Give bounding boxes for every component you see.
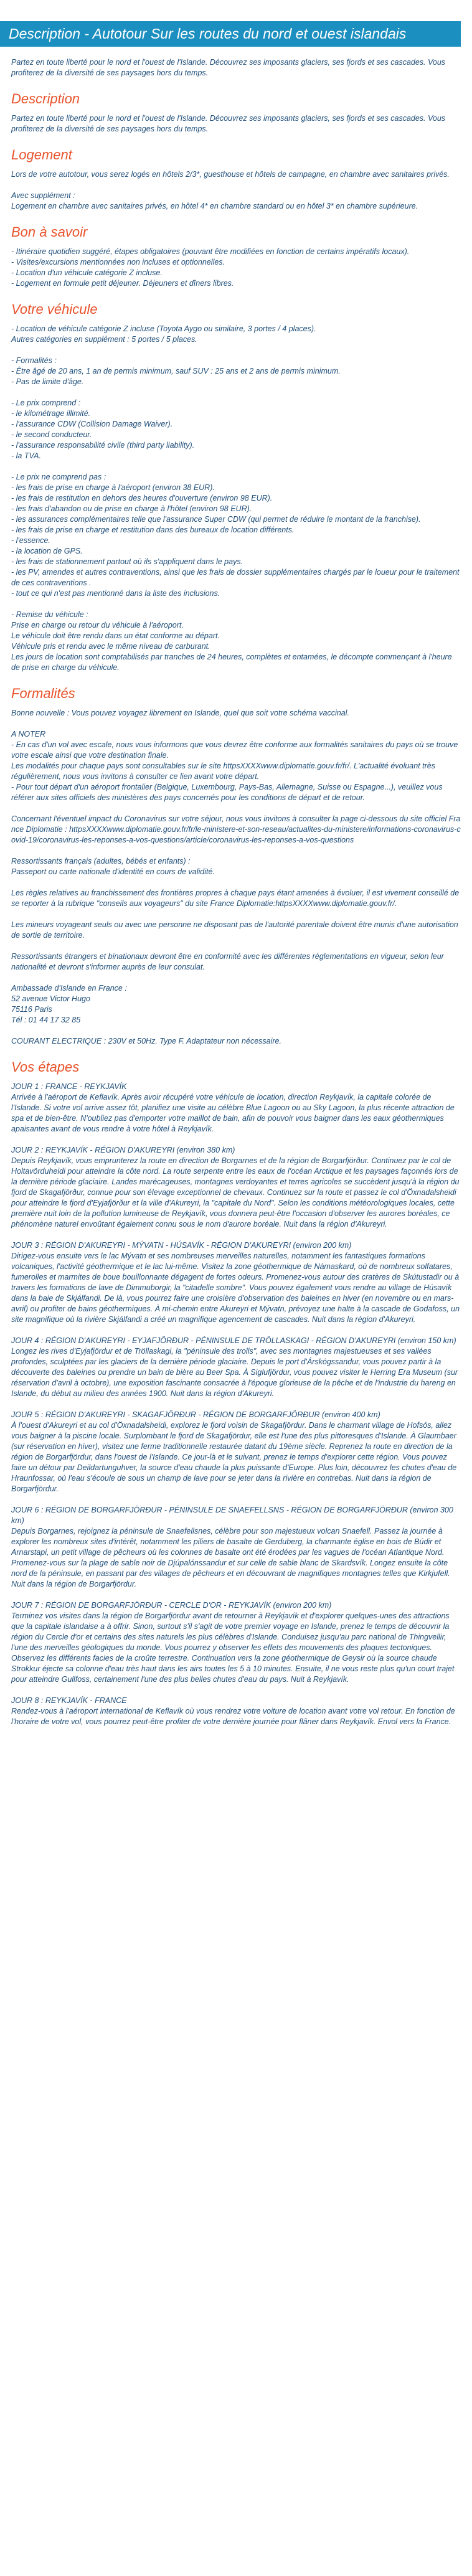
formalites-heading: Formalités (11, 686, 75, 701)
list-item: 75116 Paris (11, 1005, 52, 1014)
list-item: - Remise du véhicule : (11, 610, 88, 619)
vehicule-prix-comprend (11, 398, 461, 461)
description-text: Partez en toute liberté pour le nord et l'ouest de l'Islande. Découvrez ses imposants glaciers, ses fjords et ses cascades. Vous profiterez de la diversité de ses paysages hors du temps. (11, 114, 446, 133)
list-item: 52 avenue Victor Hugo (11, 994, 90, 1003)
list-item: A NOTER (11, 730, 46, 738)
list-item: - l'assurance CDW (Collision Damage Waiver). (11, 420, 173, 428)
day-description: Depuis Reykjavík, vous emprunterez la route en direction de Borgarnes et de la région de Borgarfjörður. Continuez par le col de Holtavörduheidi pour atteindre la côte nord. La route serpente entre les eaux de l'océan Arctique et les paysages façonnés lors de la dernière période glaciaire. Landes marécageuses, montagnes verdoyantes et terres agricoles se succèdent jusqu'à la région du fjord de Skagafjörður, connue pour son élevage exceptionnel de chevaux. Continuez sur la route et passez le col d'Öxnadalsheidi pour atteindre le fjord d'Eyjafjörður et la ville d'Akureyri, la "capitale du Nord". Selon les conditions météorologiques locales, cette première nuit loin de la pollution lumineuse de Reykjavík, vous donnera peut-être l'occasion d'observer les aurores boréales, ce phénomène naturel envoûtant également connu sous le nom d'aurore boréale. Nuit dans la région d'Akureyri. (11, 1156, 460, 1229)
list-item: - les frais d'abandon ou de prise en charge à l'hôtel (environ 98 EUR). (11, 504, 252, 513)
vehicule-heading: Votre véhicule (11, 301, 98, 317)
day-description: Depuis Borgarnes, rejoignez la péninsule de Snaefellsnes, célèbre pour son majestueux volcan Snaefell. Passez la journée à explorer les nombreux sites d'intérêt, notamment les piliers de basalte de Gerduberg, la charmante église en bois de Búdir et Arnarstapi, un petit village de pêcheurs où les colonnes de basalte ont été érodées par les vagues de l'océan Atlantique Nord. Promenez-vous sur la plage de sable noir de Djúpalónssandur et sur celle de sable blanc de Skardsvík. Longez ensuite la côte nord de la péninsule, en passant par des villages de pêcheurs et en découvrant de magnifiques montagnes telles que Kirkjufell. Nuit dans la région de Borgarfjördur. (11, 1527, 450, 1588)
day-block (11, 1696, 461, 1727)
list-item: - Le prix comprend : (11, 399, 81, 407)
logement-supplement-text: Logement en chambre avec sanitaires privés, en hôtel 4* en chambre standard ou en hôtel 3* en chambre supérieure. (11, 202, 418, 210)
list-item: - Itinéraire quotidien suggéré, étapes obligatoires (pouvant être modifiées en fonction de certains impératifs locaux). (11, 247, 410, 256)
list-item: Les jours de location sont comptabilisés par tranches de 24 heures, complètes et entamées, le décompte commençant à l'heure de prise en charge du véhicule. (11, 653, 452, 672)
etapes-heading: Vos étapes (11, 1059, 80, 1075)
day-block (11, 1082, 461, 1135)
formalites-coronavirus: Concernant l'éventuel impact du Coronavirus sur votre séjour, nous vous invitons à consulter la page ci-dessous du site officiel France Diplomatie : httpsXXXXwww.diplomatie.gouv.fr/fr/le-ministere-et-son-reseau/actualites-du-ministere/informations-coronavirus-covid-19/coronavirus-les-reponses-a-vos-questions/article/coronavirus-les-reponses-a-vos-questions (11, 814, 461, 844)
formalites-mineurs: Les mineurs voyageant seuls ou avec une personne ne disposant pas de l'autorité parentale doivent être munis d'une autorisation de sortie de territoire. (11, 920, 458, 940)
list-item: - Être âgé de 20 ans, 1 an de permis minimum, sauf SUV : 25 ans et 2 ans de permis minimum. (11, 367, 341, 375)
formalites-courant: COURANT ELECTRIQUE : 230V et 50Hz. Type F. Adaptateur non nécessaire. (11, 1037, 281, 1045)
list-item: - les frais de prise en charge à l'aéroport (environ 38 EUR). (11, 483, 215, 492)
list-item: - Visites/excursions mentionnées non incluses et optionnelles. (11, 258, 225, 267)
list-item: Passeport ou carte nationale d'identité en cours de validité. (11, 867, 215, 876)
list-item: Prise en charge ou retour du véhicule à l'aéroport. (11, 621, 184, 630)
bon-a-savoir-heading: Bon à savoir (11, 224, 88, 240)
list-item: Ressortissants français (adultes, bébés et enfants) : (11, 857, 191, 866)
formalites-ambassade (11, 983, 461, 1026)
day-description: Rendez-vous à l'aéroport international de Keflavík où vous rendrez votre voiture de location avant votre vol retour. En fonction de l'horaire de votre vol, vous pourrez peut-être profiter de votre dernière journée pour flâner dans Reykjavík. Envol vers la France. (11, 1707, 455, 1726)
vehicule-prix-ne-comprend-pas (11, 472, 461, 599)
list-item: Ambassade d'Islande en France : (11, 984, 127, 993)
formalites-regles: Les règles relatives au franchissement des frontières propres à chaque pays étant amenées à évoluer, il est vivement conseillé de se reporter à la rubrique "conseils aux voyageurs" du site France Diplomatie:httpsXXXXwww.diplomatie.gouv.fr/. (11, 889, 460, 908)
vehicule-formalites (11, 356, 461, 387)
list-item: Le véhicule doit être rendu dans un état conforme au départ. (11, 631, 220, 640)
day-title: JOUR 5 : RÉGION D'AKUREYRI - SKAGAFJÖRÐUR - RÉGION DE BORGARFJÖRÐUR (environ 400 km) (11, 1410, 380, 1419)
vehicule-remise (11, 610, 461, 673)
day-title: JOUR 8 : REYKJAVÍK - FRANCE (11, 1696, 127, 1705)
list-item: - tout ce qui n'est pas mentionné dans la liste des inclusions. (11, 589, 220, 598)
day-block (11, 1240, 461, 1325)
day-block (11, 1145, 461, 1230)
list-item: - Pour tout départ d'un aéroport frontalier (Belgique, Luxembourg, Pays-Bas, Allemagne, Suisse ou Espagne...), veuillez vous référer aux sites officiels des ministères des pays concernés pour les conditions de départ et de retour. (11, 783, 443, 802)
list-item: - le second conducteur. (11, 430, 92, 439)
vehicule-category (11, 324, 461, 345)
day-description: À l'ouest d'Akureyri et au col d'Öxnadalsheidi, explorez le fjord voisin de Skagafjördur. Dans le charmant village de Hofsós, allez vous baigner à la piscine locale. Surplombant le fjord de Skagafjördur, elle est l'une des plus pittoresques d'Islande. À Glaumbaer (sur réservation en hiver), visitez une ferme traditionnelle restaurée datant du 19ème siècle. Reprenez la route en direction de la région de Borgarfjördur, dans l'ouest de l'Islande. Ce jour-là et le suivant, prenez le temps d'explorer cette région. Vous pouvez faire un détour par Deildartunguhver, la source d'eau chaude la plus puissante d'Europe. Plus loin, découvrez les chutes d'eau de Hraunfossar, où l'eau s'écoule de sous un champ de lave pour se jeter dans la rivière en contrebas. Nuit dans la région de Borgarfjördur. (11, 1421, 457, 1493)
day-block (11, 1600, 461, 1685)
list-item: - Formalités : (11, 356, 57, 365)
intro-text: Partez en toute liberté pour le nord et l'ouest de l'Islande. Découvrez ses imposants glaciers, ses fjords et ses cascades. Vous profiterez de la diversité de ses paysages hors du temps. (11, 58, 446, 77)
page-title-banner: Description - Autotour Sur les routes du nord et ouest islandais (0, 21, 461, 47)
formalites-a-noter (11, 729, 461, 803)
logement-supplement-label: Avec supplément : (11, 191, 75, 200)
logement-supplement (11, 191, 461, 212)
logement-text: Lors de votre autotour, vous serez logés en hôtels 2/3*, guesthouse et hôtels de campagne, en chambre avec sanitaires privés. (11, 170, 450, 179)
formalites-ressortissants (11, 856, 461, 877)
day-title: JOUR 2 : REYKJAVÍK - RÉGION D'AKUREYRI (environ 380 km) (11, 1146, 235, 1154)
day-description: Terminez vos visites dans la région de Borgarfjördur avant de retourner à Reykjavík et d'explorer quelques-unes des attractions que la capitale islandaise a à offrir. Sinon, surtout s'il s'agit de votre premier voyage en Islande, prenez le temps de découvrir la région du Cercle d'or et certains des sites naturels les plus célèbres d'Islande. Conduisez jusqu'au parc national de Thingvellir, l'une des merveilles géologiques du monde. Vous pourrez y observer les effets des mouvements des plaques tectoniques. Observez les différents facies de la croûte terrestre. Continuation vers la zone géothermique de Geysir où la source chaude Strokkur éjecte sa colonne d'eau très haut dans les airs toutes les 5 à 10 minutes. Ensuite, il ne vous reste plus qu'un court trajet pour atteindre Gullfoss, certainement l'une des plus belles chutes d'eau du pays. Nuit à Reykjavík. (11, 1611, 455, 1684)
logement-heading: Logement (11, 147, 72, 163)
day-title: JOUR 7 : RÉGION DE BORGARFJÖRÐUR - CERCLE D'OR - REYKJAVÍK (environ 200 km) (11, 1601, 332, 1610)
description-heading: Description (11, 91, 80, 106)
formalites-vaccination: Bonne nouvelle : Vous pouvez voyagez librement en Islande, quel que soit votre schéma vaccinal. (11, 709, 349, 717)
list-item: - la location de GPS. (11, 547, 83, 555)
list-item: Les modalités pour chaque pays sont consultables sur le site httpsXXXXwww.diplomatie.gouv.fr/fr/. L'actualité évoluant très régulièrement, nous vous invitons à consulter ce lien avant votre départ. (11, 762, 435, 781)
day-block (11, 1410, 461, 1494)
list-item: - l'essence. (11, 536, 50, 545)
day-block (11, 1336, 461, 1399)
list-item: Autres catégories en supplément : 5 portes / 5 places. (11, 335, 197, 344)
day-block (11, 1505, 461, 1590)
list-item: - Le prix ne comprend pas : (11, 473, 106, 481)
list-item: - Logement en formule petit déjeuner. Déjeuners et dîners libres. (11, 279, 234, 288)
list-item: - En cas d'un vol avec escale, nous vous informons que vous devrez être conforme aux formalités sanitaires du pays où se trouve votre escale ainsi que votre destination finale. (11, 740, 458, 760)
list-item: - les frais de restitution en dehors des heures d'ouverture (environ 98 EUR). (11, 494, 273, 502)
list-item: - Location d'un véhicule catégorie Z incluse. (11, 268, 163, 277)
bon-a-savoir-list (11, 247, 461, 289)
list-item: Tél : 01 44 17 32 85 (11, 1016, 81, 1024)
list-item: - Location de véhicule catégorie Z incluse (Toyota Aygo ou similaire, 3 portes / 4 places). (11, 324, 316, 333)
list-item: - la TVA. (11, 451, 41, 460)
list-item: - les frais de prise en charge et restitution dans des bureaux de location différents. (11, 526, 295, 534)
day-description: Longez les rives d'Eyjafjördur et de Tröllaskagi, la "péninsule des trolls", avec ses montagnes majestueuses et ses vallées profondes, sculptées par les glaciers de la dernière période glaciaire. Depuis le port d'Árskógssandur, vous pouvez partir à la découverte des baleines ou prendre un bain de bière au Beer Spa. À Siglufjördur, vous pouvez visiter le Herring Era Museum (sur réservation d'avril à octobre), une exposition fascinante consacrée à l'époque glorieuse de la pêche et de l'industrie du hareng en Islande, du début au milieu des années 1900. Nuit dans la région d'Akureyri. (11, 1347, 458, 1398)
day-description: Dirigez-vous ensuite vers le lac Mývatn et ses nombreuses merveilles naturelles, notamment les fantastiques formations volcaniques, l'activité géothermique et le lac lui-même. Visitez la zone géothermique de Námaskard, où de nombreux solfatares, fumerolles et marmites de boue bouillonnante dégagent de fortes odeurs. Promenez-vous autour des cratères de Skútustadir ou à travers les formations de lave de Dimmuborgir, la "citadelle sombre". Vous pouvez également vous rendre au village de Húsavík dans la baie de Skjálfandi. De là, vous pourrez faire une croisière d'observation des baleines en hiver (en novembre ou en mars-avril) ou profiter de bains géothermiques. À mi-chemin entre Akureyri et Mývatn, prévoyez une halte à la cascade de Godafoss, un site magnifique où la rivière Skjálfandi a créé un magnifique agencement de cascades. Nuit dans la région d'Akureyri. (11, 1252, 460, 1324)
formalites-etrangers: Ressortissants étrangers et binationaux devront être en conformité avec les différentes réglementations en vigueur, selon leur nationalité et devront s'informer auprès de leur consulat. (11, 952, 444, 971)
list-item: - le kilométrage illimité. (11, 409, 91, 418)
list-item: - Pas de limite d'âge. (11, 377, 84, 386)
day-title: JOUR 4 : RÉGION D'AKUREYRI - EYJAFJÖRÐUR - PÉNINSULE DE TRÖLLASKAGI - RÉGION D'AKUREYRI (environ 150 km) (11, 1336, 456, 1345)
day-title: JOUR 1 : FRANCE - REYKJAVÍK (11, 1082, 127, 1091)
list-item: - les assurances complémentaires telle que l'assurance Super CDW (qui permet de réduire le montant de la franchise). (11, 515, 421, 524)
list-item: Véhicule pris et rendu avec le même niveau de carburant. (11, 642, 210, 651)
page (0, 21, 472, 1752)
day-title: JOUR 6 : RÉGION DE BORGARFJÖRÐUR - PÉNINSULE DE SNAEFELLSNS - RÉGION DE BORGARFJÖRÐUR (environ 300 km) (11, 1506, 453, 1525)
list-item: - les PV, amendes et autres contraventions, ainsi que les frais de dossier supplémentaires chargés par le loueur pour le traitement de ces contraventions . (11, 568, 460, 587)
day-title: JOUR 3 : RÉGION D'AKUREYRI - MÝVATN - HÚSAVÍK - RÉGION D'AKUREYRI (environ 200 km) (11, 1241, 352, 1250)
list-item: - l'assurance responsabilité civile (third party liability). (11, 441, 195, 450)
day-description: Arrivée à l'aéroport de Keflavík. Après avoir récupéré votre véhicule de location, direction Reykjavík, la capitale colorée de l'Islande. Si votre vol arrive assez tôt, planifiez une visite au célèbre Blue Lagoon ou au Sky Lagoon, la plus récente attraction de spa et de bien-être. N'oubliez pas d'emporter votre maillot de bain, afin de pouvoir vous baigner dans les eaux géothermiques apaisantes avant de vous rendre à votre hôtel à Reykjavík. (11, 1093, 455, 1133)
list-item: - les frais de stationnement partout où ils s'appliquent dans le pays. (11, 557, 243, 566)
